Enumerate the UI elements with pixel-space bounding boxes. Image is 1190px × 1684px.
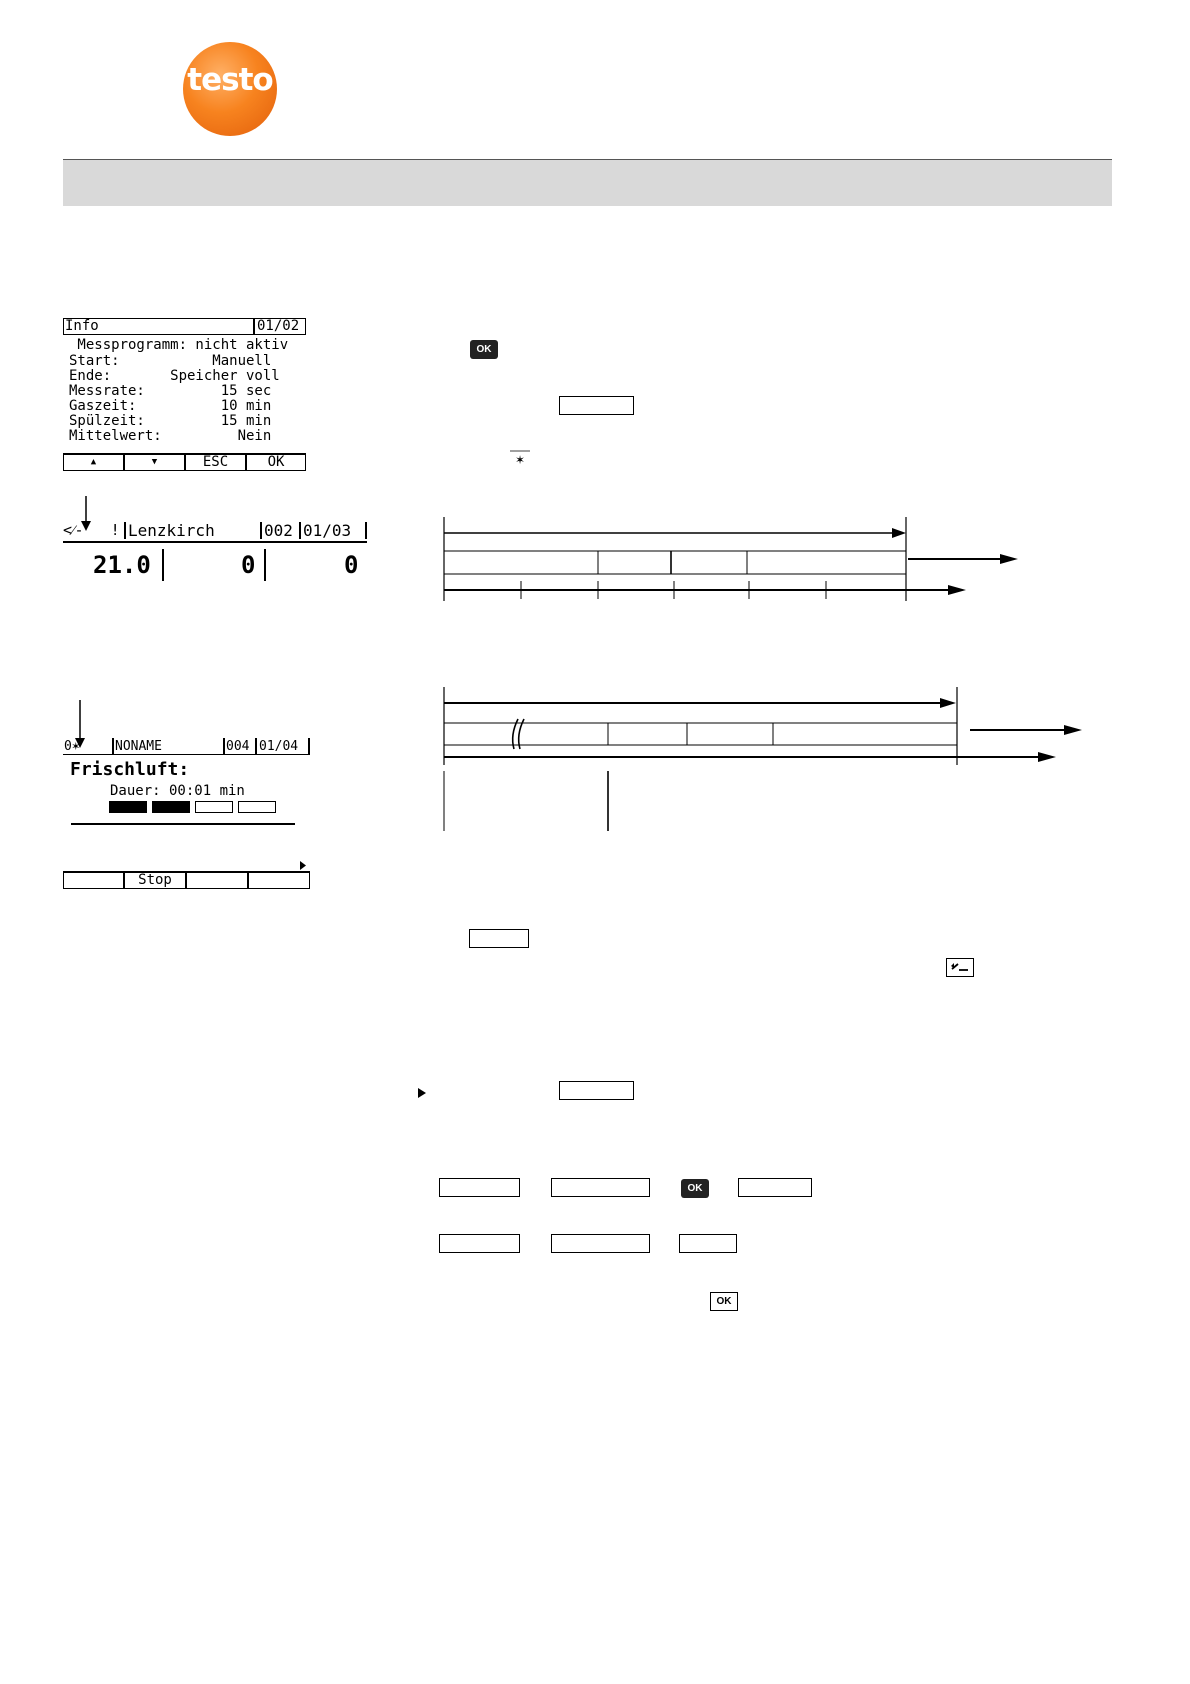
fresh-status-icon: 0✶ <box>64 739 80 754</box>
progress-cell-1 <box>109 801 147 813</box>
fresh-progress <box>109 801 279 813</box>
measure-page: 01/03 <box>303 521 352 540</box>
softkey-placeholder-8 <box>551 1234 650 1253</box>
fresh-rule <box>71 823 295 825</box>
fresh-softkey-stop[interactable]: Stop <box>124 871 186 889</box>
softkey-placeholder-9 <box>679 1234 737 1253</box>
timeline-diagram-2 <box>440 685 1090 835</box>
progress-cell-2 <box>152 801 190 813</box>
softkey-placeholder-7 <box>439 1234 520 1253</box>
fresh-code: 004 <box>226 739 250 754</box>
fresh-heading: Frischluft: <box>70 759 190 780</box>
info-line-5: Gaszeit: 10 min <box>69 398 272 414</box>
progress-cell-3 <box>195 801 233 813</box>
measure-value-sep-2 <box>264 549 266 581</box>
measure-value-2: 0 <box>241 551 256 579</box>
softkey-placeholder-1 <box>559 396 634 415</box>
softkey-esc[interactable]: ESC <box>185 453 246 471</box>
ok-key-1: OK <box>470 340 498 359</box>
info-line-2: Start: Manuell <box>69 353 272 369</box>
softkey-placeholder-3 <box>559 1081 634 1100</box>
svg-text:✶: ✶ <box>514 453 526 466</box>
softkey-placeholder-2 <box>469 929 529 948</box>
softkey-placeholder-4 <box>439 1178 520 1197</box>
fresh-more-marker <box>299 861 307 870</box>
fresh-air-icon <box>508 450 532 466</box>
logo-text: testo <box>187 62 273 98</box>
return-icon <box>947 959 973 976</box>
measure-sep-1 <box>124 522 126 539</box>
info-line-6: Spülzeit: 15 min <box>69 413 272 429</box>
fresh-sep-1 <box>112 738 114 754</box>
fresh-sep-2 <box>223 738 225 754</box>
fresh-sep-3 <box>255 738 257 754</box>
fresh-header-rule <box>63 754 310 755</box>
info-line-1: Messprogramm: nicht aktiv <box>69 337 289 353</box>
info-title: Info <box>65 318 99 334</box>
return-icon-box <box>946 958 974 977</box>
fresh-softkey-4[interactable] <box>248 871 310 889</box>
fresh-softkey-3[interactable] <box>186 871 248 889</box>
info-line-7: Mittelwert: Nein <box>69 428 272 444</box>
info-screen <box>63 318 306 471</box>
measure-sep-2 <box>260 522 262 539</box>
fresh-page: 01/04 <box>259 739 299 754</box>
testo-logo <box>183 42 277 136</box>
softkey-ok[interactable]: OK <box>246 453 306 471</box>
softkey-down[interactable]: ▼ <box>124 453 185 471</box>
measure-value-sep-1 <box>162 549 164 581</box>
softkey-placeholder-5 <box>551 1178 650 1197</box>
header-bar <box>63 159 1112 206</box>
timeline-diagram-1 <box>440 515 1020 605</box>
measure-value-1: 21.0 <box>93 551 151 579</box>
measure-status-icon: <⁄- ! <box>63 521 120 539</box>
measure-code: 002 <box>264 521 293 540</box>
fresh-location: NONAME <box>115 739 162 754</box>
measure-screen <box>63 522 367 588</box>
measure-header-rule <box>63 541 367 543</box>
progress-cell-4 <box>238 801 276 813</box>
measure-value-3: 0 <box>344 551 359 579</box>
bullet-triangle <box>418 1088 427 1098</box>
fresh-sep-4 <box>308 738 310 754</box>
info-page: 01/02 <box>257 318 300 334</box>
softkey-placeholder-6 <box>738 1178 812 1197</box>
ok-key-3: OK <box>710 1292 738 1311</box>
measure-sep-3 <box>299 522 301 539</box>
softkey-up[interactable]: ▲ <box>63 453 124 471</box>
fresh-screen <box>63 738 310 890</box>
fresh-duration: Dauer: 00:01 min <box>110 783 245 799</box>
fresh-softkey-1[interactable] <box>63 871 124 889</box>
measure-location: Lenzkirch <box>128 521 215 540</box>
info-line-3: Ende: Speicher voll <box>69 368 280 384</box>
measure-sep-4 <box>365 522 367 539</box>
ok-key-2: OK <box>681 1179 709 1198</box>
info-line-4: Messrate: 15 sec <box>69 383 272 399</box>
